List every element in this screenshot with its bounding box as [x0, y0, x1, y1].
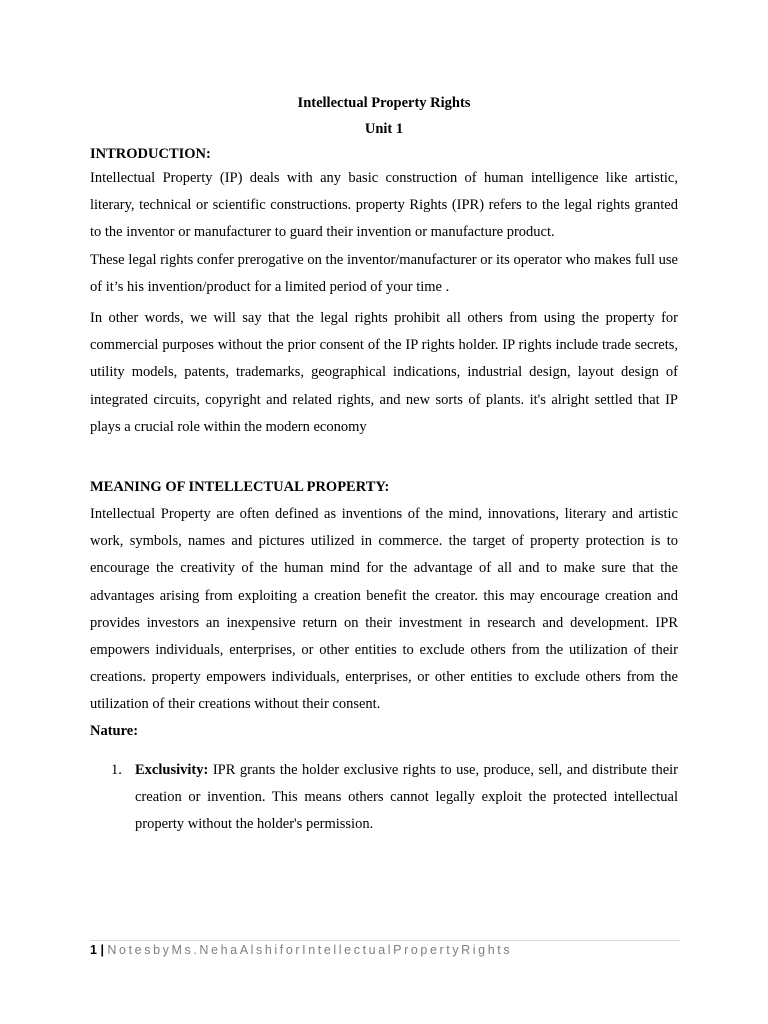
footer-separator: |: [100, 943, 104, 957]
footer-text: NotesbyMs.NehaAlshiforIntellectualPropertyRights: [107, 943, 513, 957]
meaning-paragraph: Intellectual Property are often defined as inventions of the mind, innovations, literary and artistic work, symbols, names and pictures utilized in commerce. the target of property protection is to encourage the creativity of the human mind for the advantage of all and to make sure that the advantages arising from exploiting a creation benefit the creator. this may encourage creation and provides investors an inexpensive return on their investment in research and development. IPR empowers individuals, enterprises, or other entities to exclude others from the utilization of their creations. property empowers individuals, enterprises, or other entities to exclude others from the utilization of their creations without their consent.: [90, 506, 678, 713]
list-item-text: IPR grants the holder exclusive rights to use, produce, sell, and distribute their creation or invention. This means others cannot legally exploit the protected intellectual property without the holder's permission.: [135, 761, 678, 833]
introduction-paragraph-3: In other words, we will say that the legal rights prohibit all others from using the property for commercial purposes without the prior consent of the IP rights holder. IP rights include trade secrets, utility models, patents, trademarks, geographical indications, industrial design, layout design of integrated circuits, copyright and related rights, and new sorts of plants. it's alright settled that IP plays a crucial role within the modern economy: [90, 310, 678, 435]
list-item-number: 1.: [111, 761, 122, 778]
document-title: Intellectual Property Rights: [297, 95, 471, 111]
page-number: 1: [90, 943, 97, 957]
list-item-term: Exclusivity:: [135, 761, 209, 778]
document-subtitle: Unit 1: [364, 121, 404, 137]
introduction-paragraph-1: Intellectual Property (IP) deals with any basic construction of human intelligence like artistic, literary, technical or scientific constructions. property Rights (IPR) refers to the legal rights granted to the inventor or manufacturer to guard their invention or manufacture product.: [90, 170, 678, 241]
introduction-paragraph-2: These legal rights confer prerogative on the inventor/manufacturer or its operator who makes full use of it’s his invention/product for a limited period of your time .: [90, 251, 678, 295]
page-footer: [90, 940, 680, 957]
introduction-heading: INTRODUCTION:: [90, 146, 211, 162]
nature-heading: Nature:: [90, 722, 139, 739]
list-item: [90, 757, 678, 839]
meaning-heading: MEANING OF INTELLECTUAL PROPERTY:: [90, 479, 390, 496]
document-page: [90, 90, 678, 838]
nature-list: [90, 757, 678, 839]
